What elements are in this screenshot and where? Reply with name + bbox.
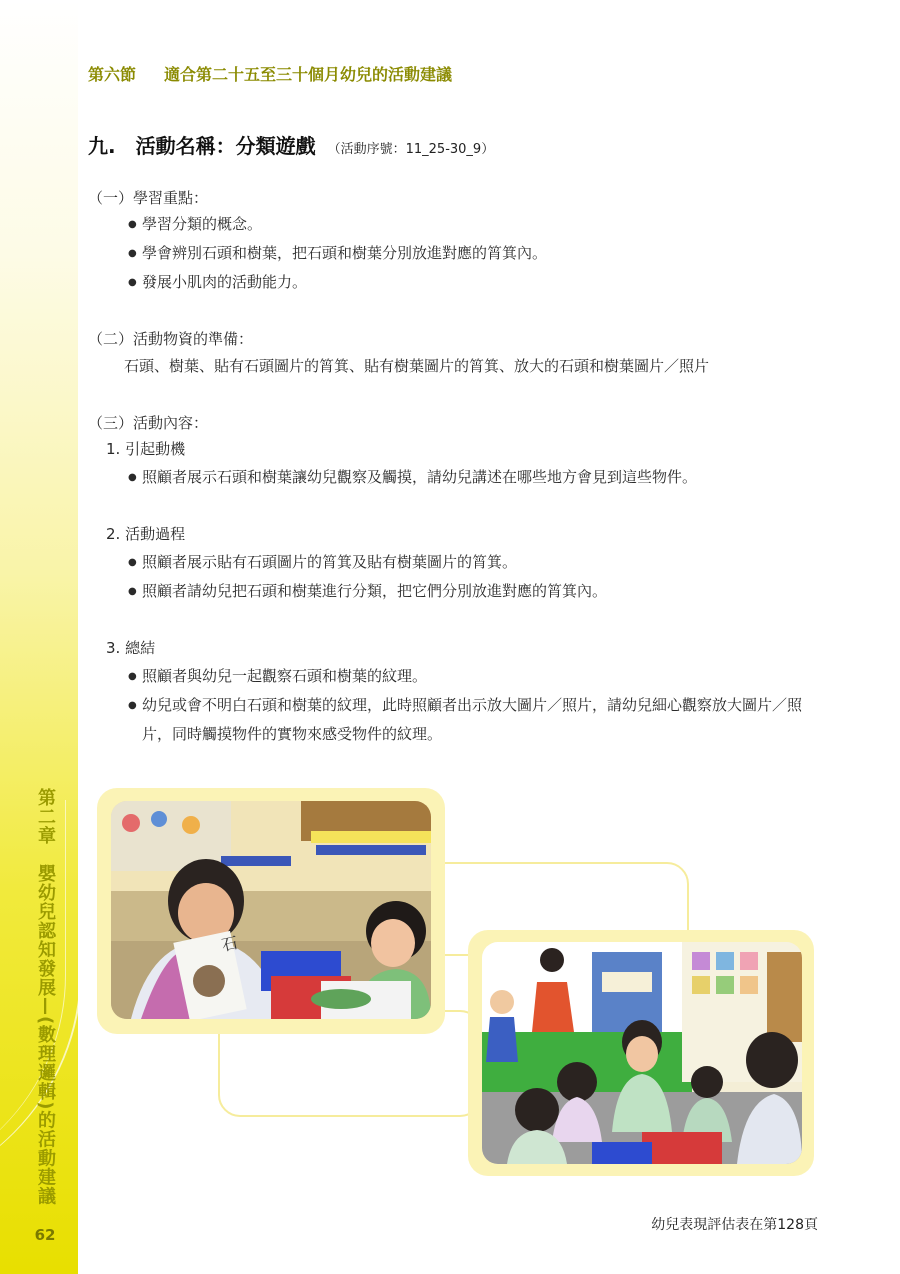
- step-label: 3. 總結: [106, 639, 156, 657]
- card-text: 石: [219, 932, 240, 955]
- section-header: [88, 62, 452, 85]
- section-label: 第六節: [88, 65, 137, 84]
- list-item: ● 幼兒或會不明白石頭和樹葉的紋理，此時照顧者出示放大圖片／照片，請幼兒細心觀察放大圖片／照片，同時觸摸物件的實物來感受物件的紋理。: [128, 691, 828, 749]
- list-item: ● 照顧者展示貼有石頭圖片的筲箕及貼有樹葉圖片的筲箕。: [128, 548, 828, 577]
- page-number: 62: [34, 1226, 56, 1244]
- list-item: ● 照顧者請幼兒把石頭和樹葉進行分類，把它們分別放進對應的筲箕內。: [128, 577, 828, 606]
- activity-photo-2: [482, 942, 802, 1164]
- activity-title: [88, 130, 494, 159]
- main-content: [88, 186, 828, 749]
- list-item: ● 照顧者展示石頭和樹葉讓幼兒觀察及觸摸，請幼兒講述在哪些地方會見到這些物件。: [128, 463, 828, 492]
- photo-illustration: [111, 801, 431, 1019]
- step-label: 2. 活動過程: [106, 525, 186, 543]
- list-item: ● 發展小肌肉的活動能力。: [128, 268, 828, 297]
- assessment-note: 幼兒表現評估表在第128頁: [651, 1217, 818, 1233]
- step-label: 1. 引起動機: [106, 440, 186, 458]
- list-item: ● 照顧者與幼兒一起觀察石頭和樹葉的紋理。: [128, 662, 828, 691]
- photo-illustration: [482, 942, 802, 1164]
- content-heading: （三）活動內容：: [88, 414, 209, 432]
- list-item: ● 學習分類的概念。: [128, 210, 828, 239]
- learning-heading: （一）學習重點：: [88, 189, 209, 207]
- chapter-title: 第二章 嬰幼兒認知發展—(數理邏輯)的活動建議: [35, 788, 56, 1206]
- activity-code: （活動序號：11_25-30_9）: [327, 142, 495, 157]
- materials-heading: （二）活動物資的準備：: [88, 330, 254, 348]
- list-item: ● 學會辨別石頭和樹葉，把石頭和樹葉分別放進對應的筲箕內。: [128, 239, 828, 268]
- activity-photo-1: [111, 801, 431, 1019]
- section-title: 適合第二十五至三十個月幼兒的活動建議: [164, 65, 453, 84]
- materials-text: 石頭、樹葉、貼有石頭圖片的筲箕、貼有樹葉圖片的筲箕、放大的石頭和樹葉圖片／照片: [124, 357, 710, 375]
- activity-name: 九. 活動名稱：分類遊戲: [88, 134, 316, 158]
